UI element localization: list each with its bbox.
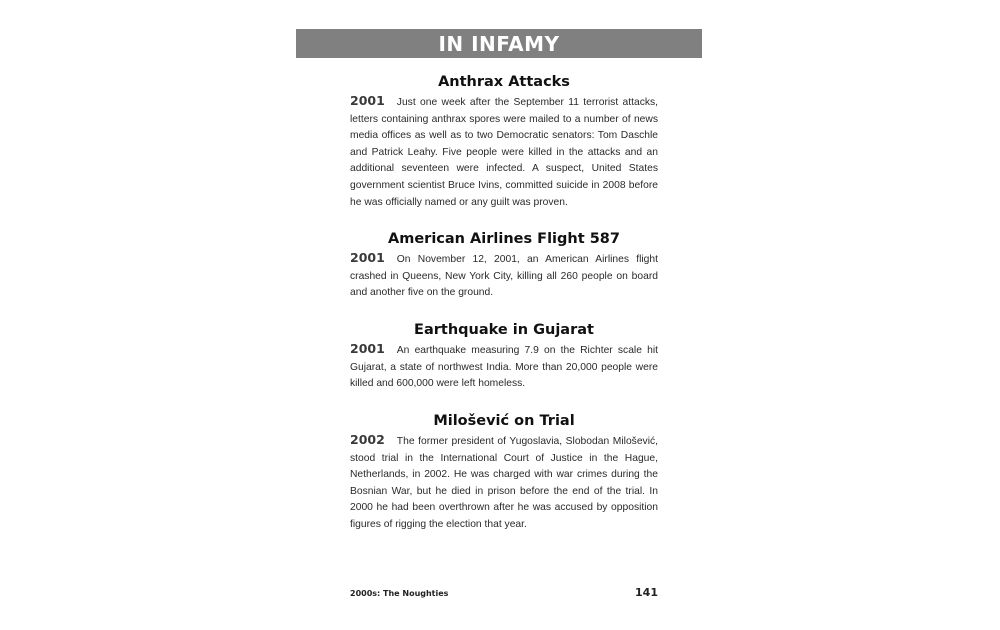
footer-section-title: 2000s: The Noughties — [350, 589, 449, 598]
section-title: IN INFAMY — [438, 31, 560, 56]
entry-body — [350, 341, 658, 393]
entry-year: 2002 — [350, 432, 385, 447]
entry-title: Milošević on Trial — [433, 413, 575, 429]
entry-title: Earthquake in Gujarat — [414, 322, 594, 338]
entry-text: Just one week after the September 11 terrorist attacks, letters containing anthrax spores were mailed to a number of news media offices as well as to two Democratic senators: Tom Daschle and Patrick Leahy. Five people were killed in the attacks and an additional seventeen were infected. A suspect, United States government scientist Bruce Ivins, committed suicide in 2008 before he was officially named or any guilt was proven. — [350, 97, 658, 208]
entry-text: The former president of Yugoslavia, Slobodan Milošević, stood trial in the International Court of Justice in the Hague, Netherlands, in 2002. He was charged with war crimes during the Bosnian War, but he died in prison before the end of the trial. In 2000 he had been overthrown after he was accused by opposition figures of rigging the election that year. — [350, 436, 658, 530]
page-number: 141 — [635, 586, 658, 599]
entry-text: An earthquake measuring 7.9 on the Richter scale hit Gujarat, a state of northwest India. More than 20,000 people were killed and 600,000 were left homeless. — [350, 345, 658, 390]
entry-text: On November 12, 2001, an American Airlines flight crashed in Queens, New York City, killing all 260 people on board and another five on the ground. — [350, 254, 658, 299]
entry-anthrax-attacks — [350, 74, 658, 211]
entry-body — [350, 93, 658, 211]
entry-title: Anthrax Attacks — [438, 74, 570, 90]
entry-milosevic-on-trial — [350, 413, 658, 534]
section-banner — [296, 29, 702, 58]
entry-year: 2001 — [350, 250, 385, 265]
entry-body — [350, 250, 658, 302]
entry-earthquake-in-gujarat — [350, 322, 658, 393]
entry-year: 2001 — [350, 93, 385, 108]
entry-body — [350, 432, 658, 534]
entry-american-airlines-flight-587 — [350, 231, 658, 302]
entry-title: American Airlines Flight 587 — [388, 231, 620, 247]
entry-year: 2001 — [350, 341, 385, 356]
